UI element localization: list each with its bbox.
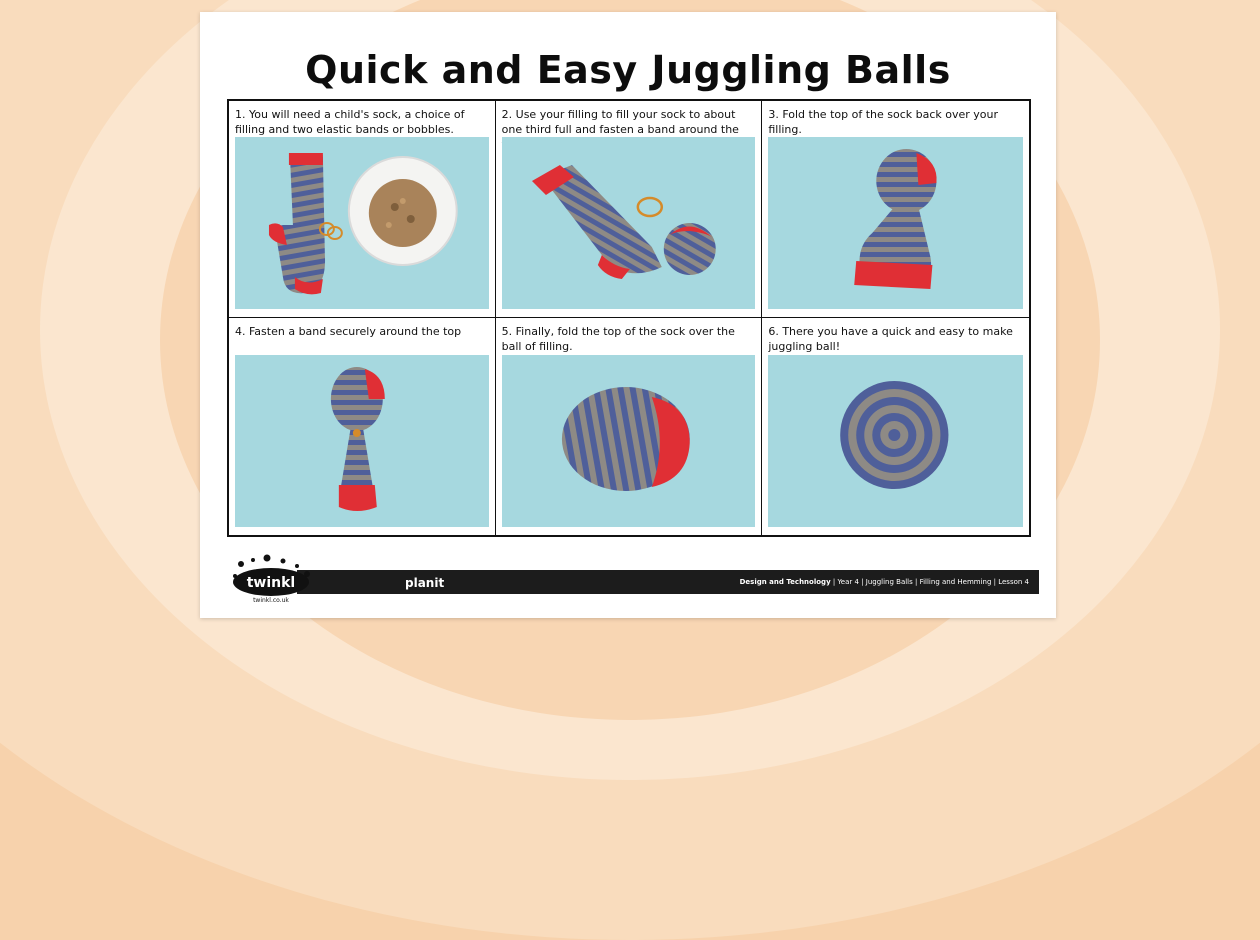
footer xyxy=(227,568,1039,604)
twinkl-logo xyxy=(227,554,319,604)
breadcrumb-trail: | Year 4 | Juggling Balls | Filling and Hemming | Lesson 4 xyxy=(832,578,1029,586)
step-cell-4 xyxy=(229,318,496,535)
step-text: 2. Use your filling to fill your sock to about one third full and fasten a band around the xyxy=(501,108,739,136)
step-text: 6. There you have a quick and easy to make juggling ball! xyxy=(768,325,1013,353)
logo-wordmark: twinkl xyxy=(246,575,296,591)
step-text: 3. Fold the top of the sock back over your filling. xyxy=(768,108,999,136)
step-text: 4. Fasten a band securely around the top xyxy=(235,325,462,338)
logo-url: twinkl.co.uk xyxy=(253,597,289,604)
footer-bar xyxy=(297,570,1039,594)
page-title: Quick and Easy Juggling Balls xyxy=(305,48,951,92)
finished-ball-photo xyxy=(768,355,1023,527)
sock-ball-folded-photo xyxy=(502,355,756,527)
step-cell-6 xyxy=(762,318,1029,535)
step-cell-1 xyxy=(229,101,496,318)
step-cell-2 xyxy=(496,101,763,318)
planit-label: planit xyxy=(405,576,445,590)
step-text: 1. You will need a child's sock, a choice of filling and two elastic bands or bobbles. xyxy=(235,108,465,136)
step-cell-3 xyxy=(762,101,1029,318)
step-cell-5 xyxy=(496,318,763,535)
breadcrumb xyxy=(740,578,1029,586)
sock-bowl-bands-photo xyxy=(235,137,489,309)
banded-sock-photo xyxy=(235,355,489,527)
step-text: 5. Finally, fold the top of the sock over the ball of filling. xyxy=(501,325,735,353)
steps-grid xyxy=(227,99,1031,537)
worksheet xyxy=(200,12,1056,618)
filled-sock-photo xyxy=(502,137,756,309)
folded-sock-photo xyxy=(768,137,1023,309)
subject-label: Design and Technology xyxy=(739,578,831,586)
